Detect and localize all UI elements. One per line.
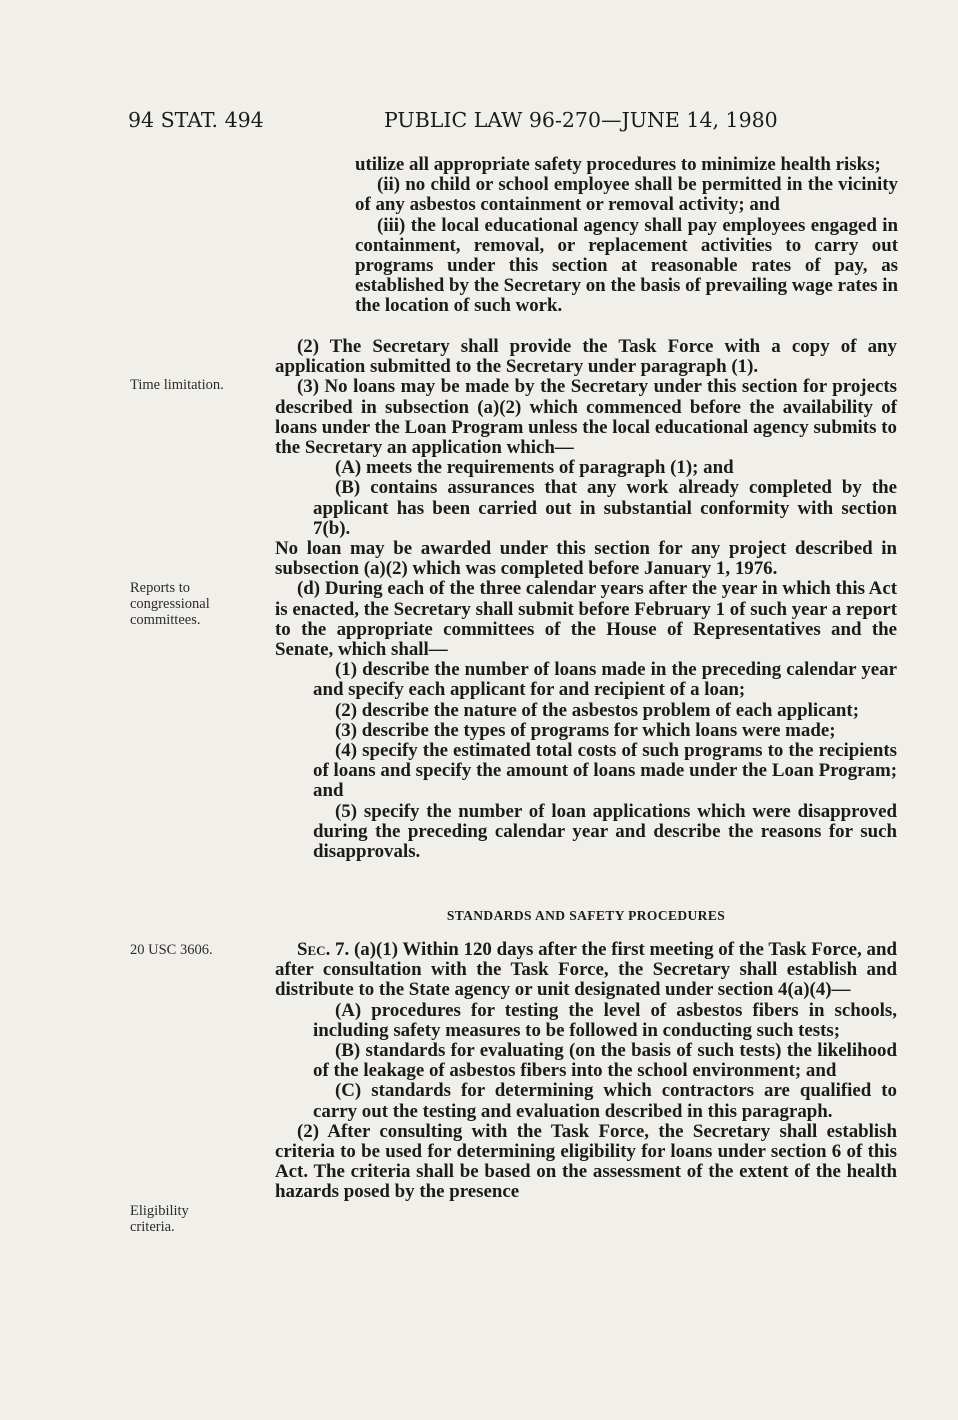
paragraph-3-no-loans: (3) No loans may be made by the Secretary under this section for projects described in subsection (a)(2) which commenced before the availability of loans under the Loan Program unless the local educational agency submits to the Secretary an application which— [275,376,897,459]
report-item-1: (1) describe the number of loans made in the preceding calendar year and specify each applicant for and recipient of a loan; [313,659,897,701]
text-block-section-7 [275,940,897,1203]
section-heading: STANDARDS AND SAFETY PROCEDURES [446,908,726,923]
section-7-paragraph-2: (2) After consulting with the Task Force, the Secretary shall establish criteria to be used for determining eligibility for loans under section 6 of this Act. The criteria shall be based on the assessment of the extent of the health hazards posed by the presence [275,1120,897,1203]
section-7-item-C: (C) standards for determining which contractors are qualified to carry out the testing and evaluation described in this paragraph. [313,1080,897,1122]
margin-note-eligibility: Eligibility criteria. [130,1203,189,1235]
paragraph-no-loan-awarded: No loan may be awarded under this section for any project described in subsection (a)(2) which was completed before January 1, 1976. [275,538,897,580]
paragraph-continuation: utilize all appropriate safety procedures to minimize health risks; [355,154,881,175]
page-header [0,108,958,138]
report-item-4: (4) specify the estimated total costs of such programs to the recipients of loans and specify the amount of loans made under the Loan Program; and [313,740,897,802]
report-item-2: (2) describe the nature of the asbestos problem of each applicant; [335,699,860,721]
report-item-3: (3) describe the types of programs for which loans were made; [335,719,836,741]
margin-note-reports: Reports to congressional committees. [130,580,210,628]
margin-note-time-limitation: Time limitation. [130,377,224,393]
section-7-paragraph-1-text: 7. (a)(1) Within 120 days after the first meeting of the Task Force, and after consultation with the Task Force, the Secretary shall establish and distribute to the State agency or unit designated under section 4(a)(4)— [275,939,897,1001]
public-law-title: PUBLIC LAW 96-270—JUNE 14, 1980 [384,108,778,132]
section-7-paragraph-1 [275,940,897,1001]
paragraph-clause-iii: (iii) the local educational agency shall pay employees engaged in containment, removal, or replacement activities to carry out programs under this section at reasonable rates of pay, as established by the Secretary on the basis of prevailing wage rates in the location of such work. [355,214,898,317]
subparagraph-B: (B) contains assurances that any work already completed by the applicant has been carried out in substantial conformity with section 7(b). [313,477,897,539]
section-7-item-A: (A) procedures for testing the level of asbestos fibers in schools, including safety measures to be followed in conducting such tests; [313,999,897,1041]
paragraph-d-reports: (d) During each of the three calendar years after the year in which this Act is enacted, the Secretary shall submit before February 1 of such year a report to the appropriate committees of the House of Representatives and the Senate, which shall— [275,578,897,661]
text-block-loan-provisions [275,337,897,862]
subparagraph-A: (A) meets the requirements of paragraph (1); and [335,457,734,479]
section-label: Sec. [297,939,331,960]
statute-page-reference: 94 STAT. 494 [128,108,264,132]
paragraph-clause-ii: (ii) no child or school employee shall be permitted in the vicinity of any asbestos containment or removal activity; and [355,174,898,216]
paragraph-2-task-force-copy: (2) The Secretary shall provide the Task Force with a copy of any application submitted to the Secretary under paragraph (1). [275,336,897,378]
section-7-item-B: (B) standards for evaluating (on the basis of such tests) the likelihood of the leakage of asbestos fibers into the school environment; and [313,1040,897,1082]
margin-note-usc-citation: 20 USC 3606. [130,942,213,958]
text-block-safety-procedures [355,155,898,317]
report-item-5: (5) specify the number of loan applications which were disapproved during the preceding calendar year and describe the reasons for such disapprovals. [313,800,897,863]
